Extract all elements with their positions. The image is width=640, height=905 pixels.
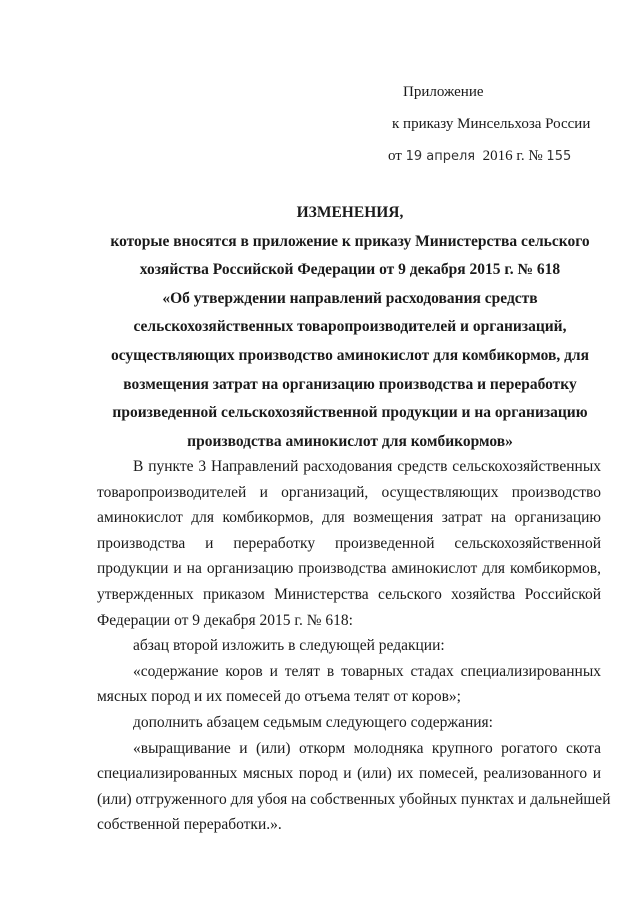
text-line: продукции и на организацию производства аминокислот для комбикормов, [97,560,601,578]
title-line: «Об утверждении направлений расходования средств [162,289,538,307]
text-line: «выращивание и (или) откорм молодняка крупного рогатого скота [133,739,601,757]
text-line: специализированных мясных пород и (или) их помесей, реализованного и [97,765,601,783]
handwritten-order-number: 155 [546,149,572,164]
text-line: (или) отгруженного для убоя на собственных убойных пунктах и дальнейшей [97,790,611,808]
title-line: произведенной сельскохозяйственной продукции и на организацию [112,404,588,422]
document-title [60,199,640,456]
text-line: собственной переработки.». [97,816,282,834]
text-line: мясных пород и их помесей до отъема телят от коров»; [97,688,461,706]
paragraph-3 [97,659,601,710]
title-line: осуществляющих производство аминокислот для комбикормов, для [110,346,590,364]
text-line: «содержание коров и телят в товарных стадах специализированных [133,662,601,680]
text-line: производства и переработку произведенной сельскохозяйственной [97,534,601,552]
text-line: утвержденных приказом Министерства сельского хозяйства Российской [97,585,601,603]
paragraph-1 [97,454,601,633]
title-heading: ИЗМЕНЕНИЯ, [296,204,404,221]
title-line: хозяйства Российской Федерации от 9 декабря 2015 г. № 618 [139,261,561,279]
appendix-date-number [388,147,571,166]
document-body [97,454,611,838]
appendix-order-ref: к приказу Минсельхоза России [392,116,591,132]
appendix-header [0,0,640,170]
date-prefix: от [388,148,402,164]
text-line: Федерации от 9 декабря 2015 г. № 618: [97,611,353,629]
title-line: которые вносятся в приложение к приказу Министерства сельского [110,232,590,250]
appendix-label: Приложение [403,84,484,100]
handwritten-date: 19 апреля [405,149,476,164]
text-line: аминокислот для комбикормов, для возмещения затрат на организацию [97,509,601,527]
text-line: В пункте 3 Направлений расходования средств сельскохозяйственных [133,458,601,475]
number-sign: № [528,148,543,164]
paragraph-5 [97,736,611,838]
title-line: возмещения затрат на организацию производства и переработку [123,375,577,393]
text-line: товаропроизводителей и организаций, осуществляющих производство [97,483,601,501]
paragraph-4: дополнить абзацем седьмым следующего содержания: [133,713,493,731]
title-line: производства аминокислот для комбикормов» [187,432,513,450]
order-year: 2016 г. [482,148,525,164]
paragraph-2: абзац второй изложить в следующей редакции: [133,637,445,655]
title-line: сельскохозяйственных товаропроизводителей и организаций, [133,318,567,336]
